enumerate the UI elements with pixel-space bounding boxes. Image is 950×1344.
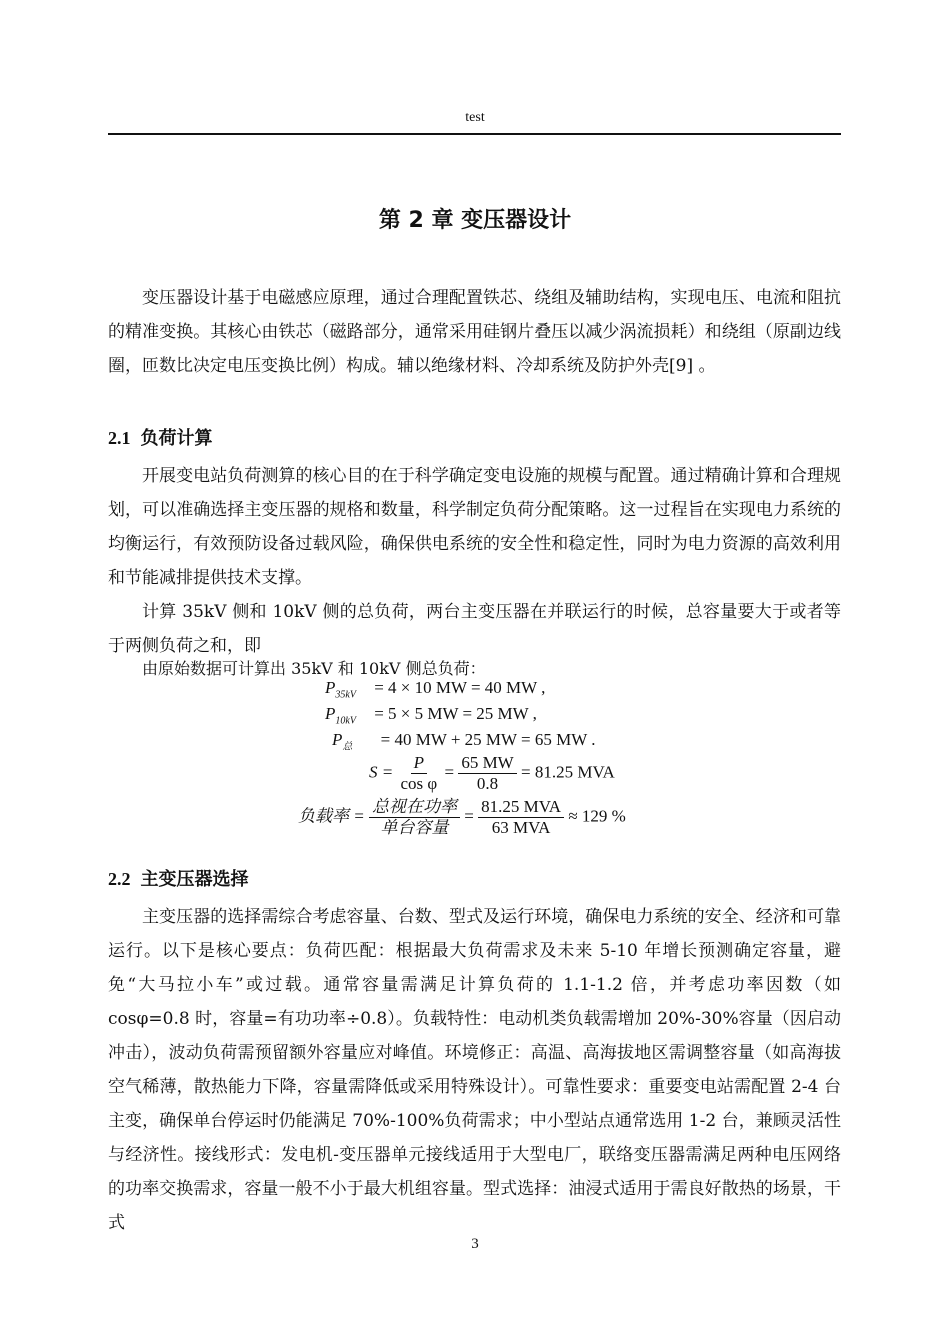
equation-p10kv: $P_{10kV} = 5 \times 5$ MW = 25 MW ,	[325, 704, 537, 727]
equation-apparent-power: S = $\frac{P}{\text{cos φ}}$ = $\frac{65 MW}{0.8}$ = 81.25 MVA	[369, 753, 615, 793]
section-2-1-line-3: 由原始数据可计算出 35kV 和 10kV 侧总负荷：	[142, 659, 486, 678]
section-2-1-paragraph-2: 计算 35kV 侧和 10kV 侧的总负荷，两台主变压器在并联运行的时候，总容量要大于或者等于两侧负荷之和，即	[108, 602, 841, 656]
equation-p35kv: $P_{35kV} = 4 \times 10$ MW = 40 MW ,	[325, 678, 546, 701]
chapter-title: 第 2 章 变压器设计	[378, 208, 572, 233]
equation-load-rate: 负载率 = $\frac{\text{总视在功率}}{\text{单台容量}}$ = $\frac{\text{81.25 MVA}}{\text{63 MVA}}$ ≈ 129 %	[298, 797, 626, 837]
section-heading-2-1	[108, 424, 213, 450]
intro-paragraph: 变压器设计基于电磁感应原理，通过合理配置铁芯、绕组及辅助结构，实现电压、电流和阻抗的精准变换。其核心由铁芯（磁路部分，通常采用硅钢片叠压以减少涡流损耗）和绕组（原副边线圈，匝数比决定电压变换比例）构成。辅以绝缘材料、冷却系统及防护外壳[9] 。	[108, 288, 841, 376]
equation-p-total: $P_总 = 40$ MW + 25 MW = 65 MW .	[332, 730, 596, 753]
section-title: 主变压器选择	[140, 869, 249, 890]
section-2-1-paragraph-1: 开展变电站负荷测算的核心目的在于科学确定变电设施的规模与配置。通过精确计算和合理规划，可以准确选择主变压器的规格和数量，科学制定负荷分配策略。这一过程旨在实现电力系统的均衡运行，有效预防设备过载风险，确保供电系统的安全性和稳定性，同时为电力资源的高效利用和节能减排提供技术支撑。	[108, 466, 841, 588]
page-header: test	[465, 110, 485, 125]
section-title: 负荷计算	[140, 428, 213, 449]
page-number: 3	[471, 1236, 479, 1252]
section-2-2-paragraph-1: 主变压器的选择需综合考虑容量、台数、型式及运行环境，确保电力系统的安全、经济和可靠运行。以下是核心要点：负荷匹配：根据最大负荷需求及未来 5-10 年增长预测确定容量，避免“大马拉小车”或过载。通常容量需满足计算负荷的 1.1-1.2 倍，并考虑功率因数（如 cosφ=0.8 时，容量=有功功率÷0.8）。负载特性：电动机类负载需增加 20%-30%容量（因启动冲击），波动负荷需预留额外容量应对峰值。环境修正：高温、高海拔地区需调整容量（如高海拔空气稀薄，散热能力下降，容量需降低或采用特殊设计）。可靠性要求：重要变电站需配置 2-4 台主变，确保单台停运时仍能满足 70%-100%负荷需求；中小型站点通常选用 1-2 台，兼顾灵活性与经济性。接线形式：发电机-变压器单元接线适用于大型电厂，联络变压器需满足两种电压网络的功率交换需求，容量一般不小于最大机组容量。型式选择：油浸式适用于需良好散热的场景，干式	[108, 907, 841, 1233]
header-divider	[108, 133, 841, 135]
section-heading-2-2	[108, 865, 249, 891]
section-number: 2.1	[108, 428, 131, 448]
section-number: 2.2	[108, 869, 131, 889]
